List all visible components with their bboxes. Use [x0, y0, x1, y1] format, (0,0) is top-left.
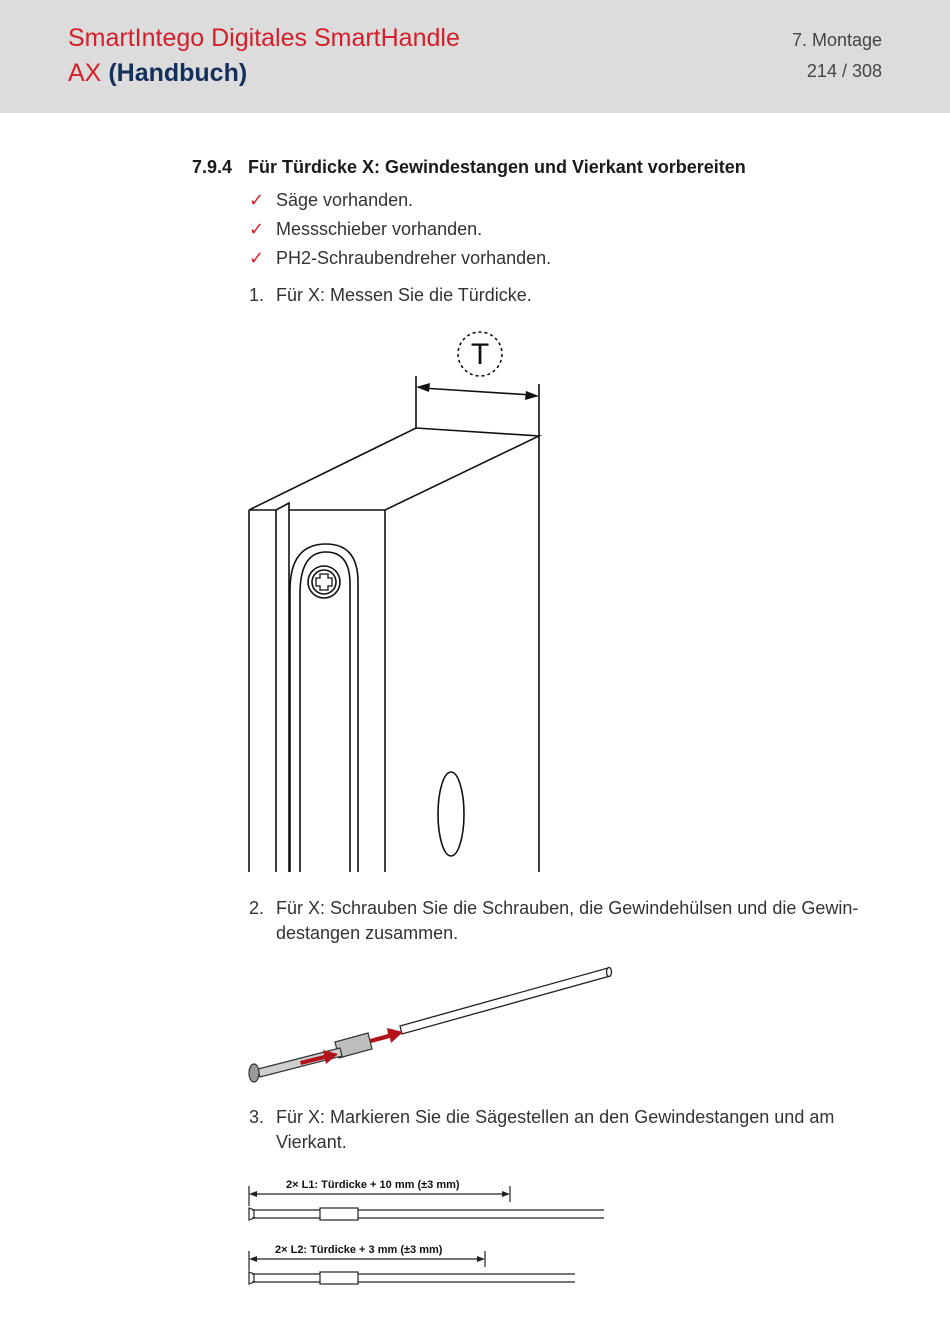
prerequisite-item: ✓ Messschieber vorhanden. [249, 219, 483, 239]
page-header [0, 0, 950, 113]
step-number: 2. [249, 898, 265, 918]
step-number: 3. [249, 1107, 265, 1127]
dimension-symbol: T [470, 338, 490, 371]
step-3 [249, 1105, 889, 1155]
manual-label: (Handbuch) [108, 59, 248, 87]
checkmark-icon: ✓ [249, 190, 265, 210]
step-2 [249, 896, 889, 946]
dimension-label-l1: 2× L1: Türdicke + 10 mm (±3 mm) [286, 1179, 460, 1191]
step-text: Für X: Schrauben Sie die Schrauben, die Gewindehülsen und die Gewindestangen zusammen. [276, 898, 859, 943]
page-number: 214 / 308 [806, 61, 882, 81]
section-title: Für Türdicke X: Gewindestangen und Vierkant vorbereiten [248, 157, 746, 177]
section-heading [192, 157, 746, 178]
step-number: 1. [249, 285, 265, 305]
prerequisite-item: ✓ Säge vorhanden. [249, 190, 414, 210]
step-1 [249, 283, 889, 308]
checkmark-icon: ✓ [249, 219, 265, 239]
checkmark-icon: ✓ [249, 248, 265, 268]
door-thickness-figure [240, 322, 560, 878]
product-code: AX [68, 59, 102, 87]
section-number: 7.9.4 [192, 157, 233, 177]
document-subtitle [68, 59, 247, 88]
cut-length-figure [240, 1172, 610, 1292]
document-title: SmartIntego Digitales SmartHandle [68, 24, 460, 52]
prerequisite-item: ✓ PH2-Schraubendreher vorhanden. [249, 248, 552, 268]
step-text: Für X: Messen Sie die Türdicke. [276, 285, 532, 305]
rod-assembly-figure [240, 962, 620, 1088]
chapter-label: 7. Montage [791, 30, 882, 50]
step-text: Für X: Markieren Sie die Sägestellen an den Gewindestangen und am Vierkant. [276, 1107, 835, 1152]
dimension-label-l2: 2× L2: Türdicke + 3 mm (±3 mm) [275, 1244, 443, 1256]
